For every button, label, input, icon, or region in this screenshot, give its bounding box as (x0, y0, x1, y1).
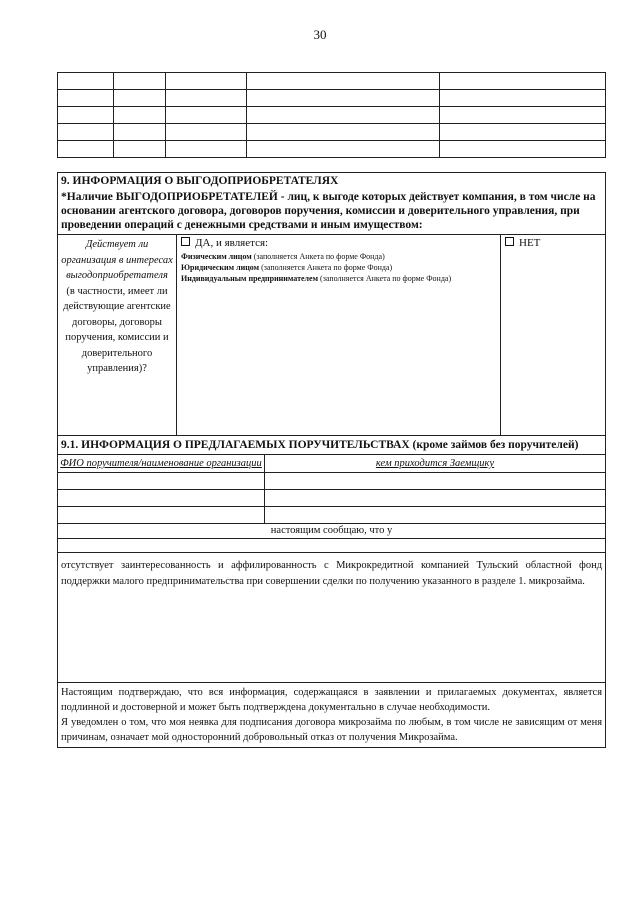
option-entrepreneur: Индивидуальным предпринимателем (заполняется Анкета по форме Фонда) (181, 274, 452, 283)
guarantor-name-header: ФИО поручителя/наименование организации (58, 455, 265, 473)
table-cell[interactable] (440, 73, 606, 90)
table-cell[interactable] (166, 141, 247, 158)
company-name-field[interactable] (58, 539, 606, 553)
beneficiary-yes-cell (177, 235, 501, 436)
no-checkbox[interactable] (505, 237, 514, 246)
guarantor-row (58, 507, 606, 524)
table-cell[interactable] (58, 141, 114, 158)
section-9-header-row (58, 173, 606, 235)
affiliation-statement: отсутствует заинтересованность и аффилированность с Микрокредитной компанией Тульский областной фонд поддержки малого предпринимательства при совершении сделки по получению указанного в разделе 1. микрозайма. (58, 553, 606, 683)
table-row (58, 141, 606, 158)
yes-option[interactable] (181, 237, 496, 250)
table-row (58, 124, 606, 141)
guarantor-header-row (58, 455, 606, 473)
table-cell[interactable] (247, 141, 440, 158)
affiliation-row (58, 553, 606, 683)
refusal-notice-text: Я уведомлен о том, что моя неявка для подписания договора микрозайма по любым, в том числе не зависящим от меня причинам, означает мой односторонний добровольный отказ от получения Микрозайма. (61, 717, 603, 743)
table-cell[interactable] (166, 73, 247, 90)
table-cell[interactable] (58, 90, 114, 107)
confirmation-text: Настоящим подтверждаю, что вся информация, содержащаяся в заявлении и прилагаемых документах, является подлинной и достоверной и может быть подтверждена документально в случае необходимости. (61, 687, 603, 713)
table-row (58, 90, 606, 107)
continuation-table (57, 72, 606, 158)
company-name-row (58, 539, 606, 553)
section-9-title: 9. ИНФОРМАЦИЯ О ВЫГОДОПРИОБРЕТАТЕЛЯХ (61, 175, 339, 187)
table-cell[interactable] (440, 141, 606, 158)
table-cell[interactable] (247, 124, 440, 141)
table-cell[interactable] (440, 107, 606, 124)
option-legal-entity: Юридическим лицом (заполняется Анкета по форме Фонда) (181, 263, 393, 272)
guarantor-name-field[interactable] (58, 473, 265, 490)
table-cell[interactable] (114, 124, 166, 141)
form-table (57, 172, 606, 748)
table-cell[interactable] (114, 73, 166, 90)
table-cell[interactable] (114, 107, 166, 124)
yes-checkbox[interactable] (181, 237, 190, 246)
table-cell[interactable] (58, 73, 114, 90)
question-italic: Действует ли организация в интересах выгодоприобретателя (61, 239, 173, 281)
table-cell[interactable] (166, 90, 247, 107)
beneficiaries-note: *Наличие ВЫГОДОПРИОБРЕТАТЕЛЕЙ - лиц, к выгоде которых действует компания, в том числе на основании агентского договора, договоров поручения, комиссии и доверительного управления, при проведении операций с денежными средствами и иным имуществом: (61, 191, 596, 231)
section-9-1-header-row (58, 436, 606, 455)
relation-header: кем приходится Заемщику (265, 455, 606, 473)
section-9-1-title: 9.1. ИНФОРМАЦИЯ О ПРЕДЛАГАЕМЫХ ПОРУЧИТЕЛЬСТВАХ (кроме займов без поручителей) (58, 436, 606, 455)
page-number: 30 (313, 27, 327, 42)
table-row (58, 107, 606, 124)
no-label: НЕТ (519, 237, 541, 249)
yes-label: ДА, и является: (195, 237, 269, 249)
notice-row (58, 524, 606, 539)
relation-field[interactable] (265, 490, 606, 507)
table-cell[interactable] (247, 73, 440, 90)
guarantor-name-field[interactable] (58, 507, 265, 524)
confirmation-row (58, 683, 606, 748)
table-cell[interactable] (58, 107, 114, 124)
beneficiary-no-cell (501, 235, 606, 436)
table-cell[interactable] (247, 90, 440, 107)
beneficiary-question (58, 235, 177, 436)
beneficiary-question-row (58, 235, 606, 436)
table-cell[interactable] (58, 124, 114, 141)
guarantor-row (58, 490, 606, 507)
table-cell[interactable] (440, 90, 606, 107)
table-cell[interactable] (114, 90, 166, 107)
table-cell[interactable] (114, 141, 166, 158)
table-cell[interactable] (247, 107, 440, 124)
guarantor-row (58, 473, 606, 490)
section-9-header (58, 173, 606, 235)
guarantor-name-field[interactable] (58, 490, 265, 507)
notice-text: настоящим сообщаю, что у (58, 524, 606, 539)
option-individual: Физическим лицом (заполняется Анкета по форме Фонда) (181, 252, 385, 261)
question-plain: (в частности, имеет ли действующие агентские договоры, договоры поручения, комиссии и доверительного управления)? (63, 285, 171, 374)
table-cell[interactable] (440, 124, 606, 141)
table-cell[interactable] (166, 107, 247, 124)
relation-field[interactable] (265, 473, 606, 490)
confirmation-block (58, 683, 606, 748)
table-cell[interactable] (166, 124, 247, 141)
relation-field[interactable] (265, 507, 606, 524)
table-row (58, 73, 606, 90)
